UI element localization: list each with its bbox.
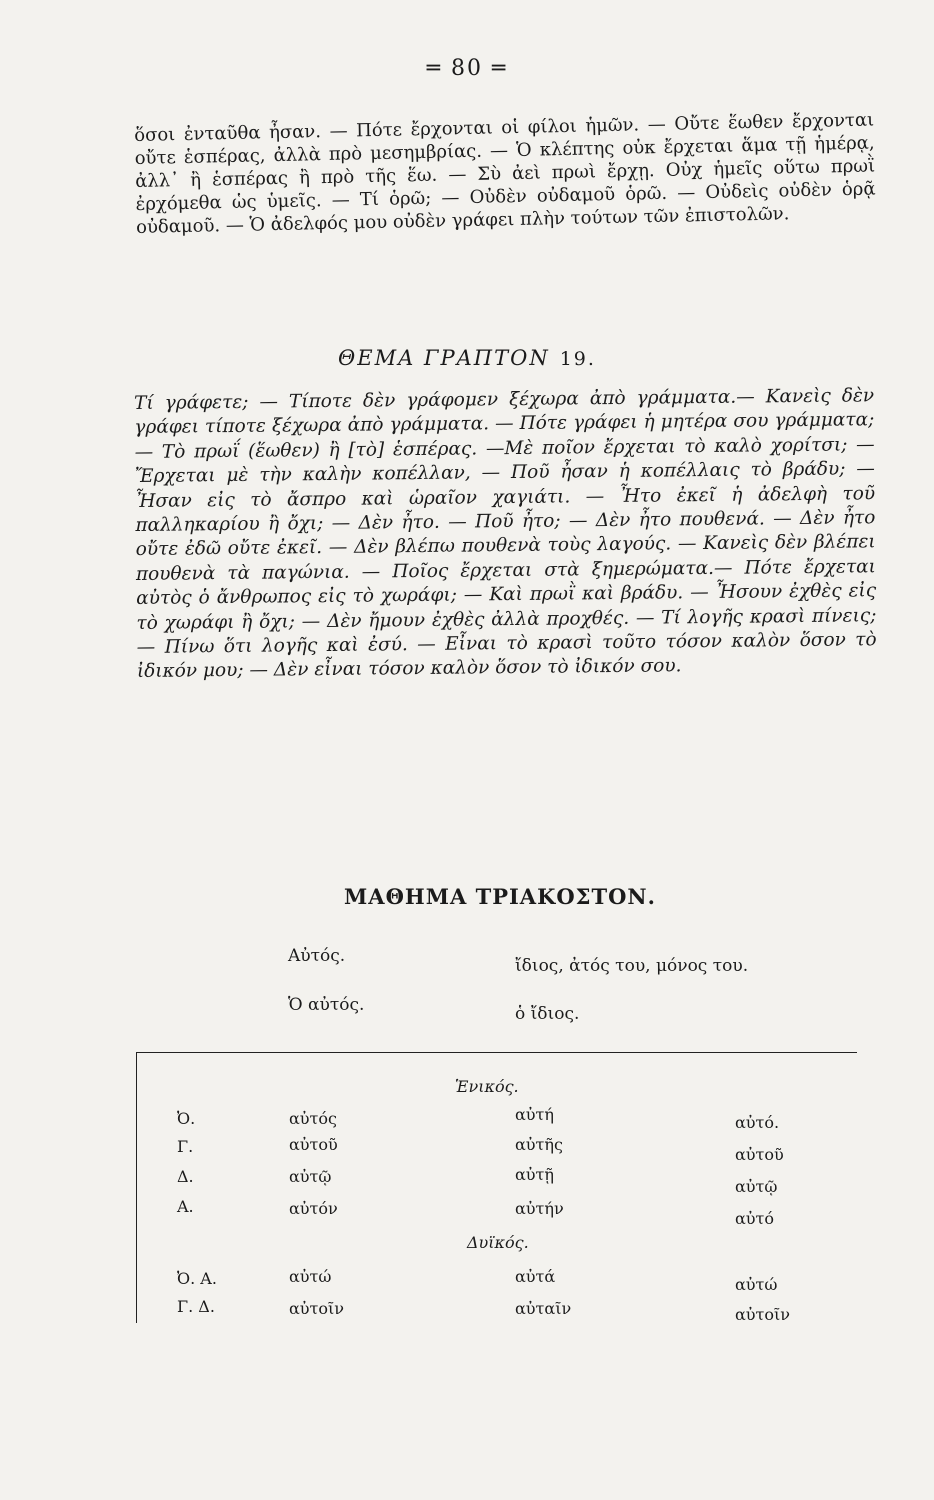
equiv-right-1: ἴδιος, ἀτός του, μόνος του. xyxy=(515,956,749,976)
equiv-left-1: Αὐτός. xyxy=(288,946,346,966)
exercise-number: 19. xyxy=(559,348,596,370)
declension-table xyxy=(136,1052,857,1323)
case-label: Ὀ. Α. xyxy=(177,1269,217,1288)
feminine-form: αὐτῇ xyxy=(515,1165,554,1184)
case-label: Α. xyxy=(177,1197,194,1216)
feminine-form: αὐτή xyxy=(515,1105,554,1124)
feminine-form: αὐταῖν xyxy=(515,1299,572,1318)
masculine-form: αὐτόν xyxy=(289,1199,338,1218)
masculine-form: αὐτοῦ xyxy=(289,1135,338,1154)
masculine-form: αὐτοῖν xyxy=(289,1299,345,1318)
case-label: Δ. xyxy=(177,1167,194,1186)
page-number: ═ 80 ═ xyxy=(426,56,508,81)
feminine-form: αὐτῆς xyxy=(515,1135,563,1154)
exercise-title: ΘΕΜΑ ΓΡΑΠΤΟΝ xyxy=(338,346,550,370)
feminine-form: αὐτήν xyxy=(515,1199,564,1218)
neuter-form: αὐτοῖν xyxy=(735,1305,791,1324)
neuter-form: αὐτῷ xyxy=(735,1177,778,1196)
neuter-form: αὐτώ xyxy=(735,1275,778,1294)
neuter-form: αὐτοῦ xyxy=(735,1145,784,1164)
case-label: Γ. xyxy=(177,1137,194,1156)
masculine-form: αὐτώ xyxy=(289,1267,332,1286)
greek-paragraph-2: Τί γράφετε; — Τίποτε δὲν γράφομεν ξέχωρα ἀπὸ γράμματα.— Κανεὶς δὲν γράφει τίποτε ξέχωρα ἀπὸ γράμματα. — Πότε γράφει ἡ μητέρα σου γράμματα; — Τὸ πρωΐ (ἕωθεν) ἢ [τὸ] ἑσπέρας. —Μὲ ποῖον ἔρχεται τὸ καλὸ χορίτσι; — Ἔρχεται μὲ τὴν καλὴν κοπέλλαν, — Ποῦ ἦσαν ἡ κοπέλλαις τὸ βράδυ; — Ἦσαν εἰς τὸ ἄσπρο καὶ ὡραῖον χαγιάτι. — Ἦτο ἐκεῖ ἡ ἀδελφὴ τοῦ παλληκαρίου ἢ ὄχι; — Δὲν ἦτο. — Ποῦ ἦτο; — Δὲν ἦτο πουθενά. — Δὲν ἦτο οὔτε ἐδῶ οὔτε ἐκεῖ. — Δὲν βλέπω πουθενὰ τοὺς λαγούς. — Κανεὶς δὲν βλέπει πουθενὰ τὰ παγώνια. — Ποῖος ἔρχεται στὰ ξημερώματα.— Πότε ἔρχεται αὐτὸς ὁ ἄνθρωπος εἰς τὸ χωράφι; — Καὶ πρωῒ καὶ βράδυ. — Ἦσουν ἐχθὲς εἰς τὸ χωράφι ἢ ὄχι; — Δὲν ἤμουν ἐχθὲς ἀλλὰ προχθές. — Τί λογῆς κρασὶ πίνεις; — Πίνω ὅτι λογῆς καὶ ἐσύ. — Εἶναι τὸ κρασὶ τοῦτο τόσον καλὸν ὅσον τὸ ἰδικόν μου; — Δὲν εἶναι τόσον καλὸν ὅσον τὸ ἰδικόν σου. xyxy=(134,385,877,683)
dual-label: Δυϊκός. xyxy=(467,1233,529,1252)
case-label: Γ. Δ. xyxy=(177,1297,215,1316)
masculine-form: αὐτῷ xyxy=(289,1167,332,1186)
neuter-form: αὐτό xyxy=(735,1209,775,1228)
lesson-heading: ΜΑΘΗΜΑ ΤΡΙΑΚΟΣΤΟΝ. xyxy=(344,884,656,909)
neuter-form: αὐτό. xyxy=(735,1113,780,1132)
section-heading-exercise xyxy=(0,346,934,370)
equiv-right-2: ὁ ἴδιος. xyxy=(515,1004,580,1024)
equiv-left-2: Ὁ αὐτός. xyxy=(288,995,365,1015)
greek-paragraph-1: ὅσοι ἐνταῦθα ἦσαν. — Πότε ἔρχονται οἱ φίλοι ἡμῶν. — Οὔτε ἕωθεν ἔρχονται οὔτε ἑσπέρας, ἀλλὰ πρὸ μεσημβρίας. — Ὁ κλέπτης οὐκ ἔρχεται ἅμα τῇ ἡμέρᾳ, ἀλλ᾿ ἢ ἑσπέρας ἢ πρὸ τῆς ἕω. — Σὺ ἀεὶ πρωὶ ἔρχῃ. Οὐχ ἡμεῖς οὕτω πρωῒ ἐρχόμεθα ὡς ὑμεῖς. — Τί ὁρῶ; — Οὐδὲν οὐδαμοῦ ὁρῶ. — Οὐδεὶς οὐδὲν ὁρᾷ οὐδαμοῦ. — Ὁ ἀδελφός μου οὐδὲν γράφει πλὴν τούτων τῶν ἐπιστολῶν. xyxy=(134,109,876,238)
case-label: Ὀ. xyxy=(177,1109,196,1128)
singular-label: Ἑνικός. xyxy=(455,1077,519,1096)
masculine-form: αὐτός xyxy=(289,1109,337,1128)
feminine-form: αὐτά xyxy=(515,1267,556,1286)
